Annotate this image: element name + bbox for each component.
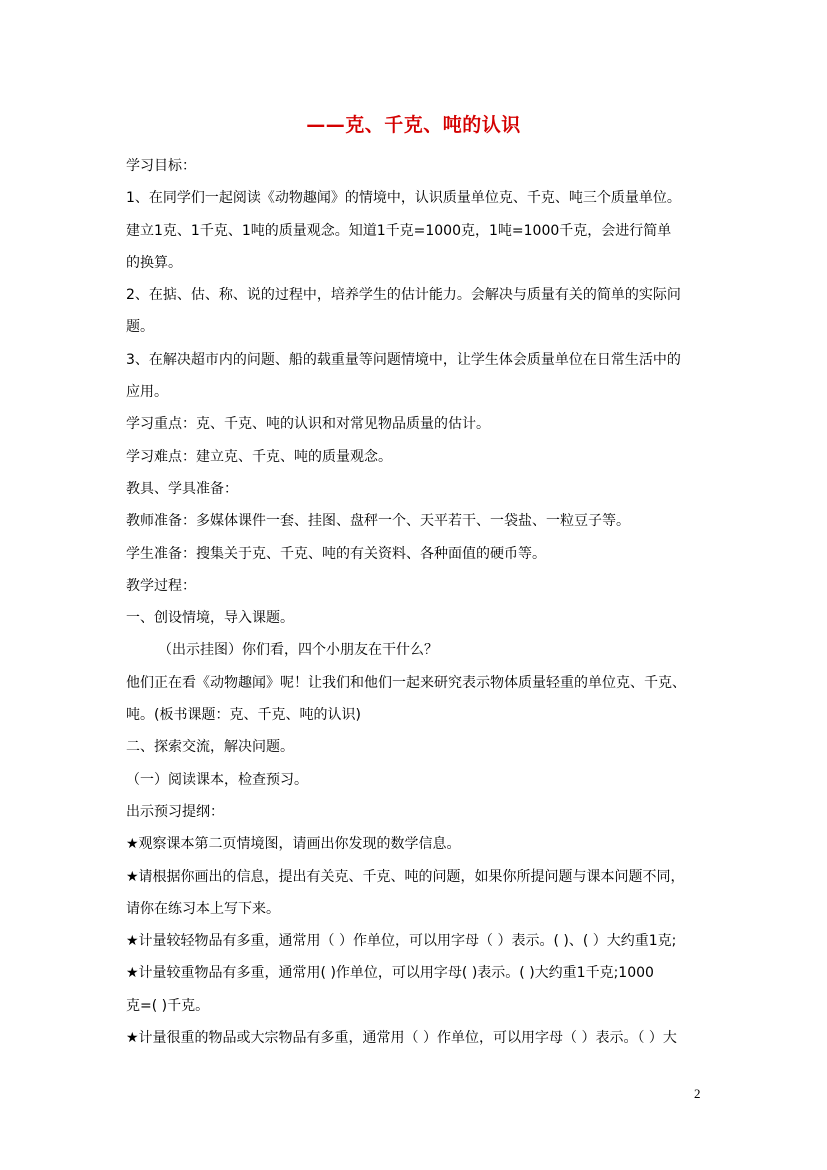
text-line: 二、探索交流，解决问题。 bbox=[126, 739, 294, 756]
text-line: 他们正在看《动物趣闻》呢！让我们和他们一起来研究表示物体质量轻重的单位克、千克、 bbox=[126, 674, 686, 691]
text-line: 的换算。 bbox=[126, 254, 182, 271]
text-line: 克=( )千克。 bbox=[126, 997, 210, 1014]
text-line: 教学过程： bbox=[126, 577, 196, 594]
text-line: 学生准备：搜集关于克、千克、吨的有关资料、各种面值的硬币等。 bbox=[126, 545, 546, 562]
document-body bbox=[126, 150, 706, 1054]
text-line: 学习目标： bbox=[126, 158, 196, 174]
text-line: ★请根据你画出的信息，提出有关克、千克、吨的问题，如果你所提问题与课本问题不同， bbox=[126, 868, 685, 885]
text-line: 教师准备：多媒体课件一套、挂图、盘秤一个、天平若干、一袋盐、一粒豆子等。 bbox=[126, 513, 630, 530]
text-line: ★观察课本第二页情境图，请画出你发现的数学信息。 bbox=[126, 836, 461, 853]
text-line: 题。 bbox=[126, 319, 154, 336]
text-line: ★计量很重的物品或大宗物品有多重，通常用（ ）作单位，可以用字母（ ）表示。（ ）大 bbox=[126, 1030, 677, 1047]
text-line: 吨。(板书课题：克、千克、吨的认识) bbox=[126, 707, 361, 724]
text-line: 建立1克、1千克、1吨的质量观念。知道1千克=1000克，1吨=1000千克，会进行简单 bbox=[126, 222, 672, 239]
page-number: 2 bbox=[694, 1086, 701, 1101]
text-line: 应用。 bbox=[126, 384, 168, 401]
text-line: 2、在掂、估、称、说的过程中，培养学生的估计能力。会解决与质量有关的简单的实际问 bbox=[126, 287, 681, 304]
text-line: 3、在解决超市内的问题、船的载重量等问题情境中，让学生体会质量单位在日常生活中的 bbox=[126, 351, 681, 368]
text-line: 出示预习提纲： bbox=[126, 803, 224, 820]
text-line: （一）阅读课本，检查预习。 bbox=[126, 771, 308, 788]
text-line: ★计量较轻物品有多重，通常用（ ）作单位，可以用字母（ ）表示。( )、( ）大约重1克; bbox=[126, 933, 677, 950]
text-line: 请你在练习本上写下来。 bbox=[126, 900, 280, 917]
document-title: ——克、千克、吨的认识 bbox=[306, 114, 521, 136]
text-line: ★计量较重物品有多重，通常用( )作单位，可以用字母( )表示。( )大约重1千克;1000 bbox=[126, 965, 654, 982]
text-line: 学习难点：建立克、千克、吨的质量观念。 bbox=[126, 448, 392, 465]
text-line: 一、创设情境，导入课题。 bbox=[126, 610, 294, 627]
text-line: （出示挂图）你们看，四个小朋友在干什么？ bbox=[158, 642, 438, 659]
text-line: 教具、学具准备： bbox=[126, 480, 238, 497]
text-line: 1、在同学们一起阅读《动物趣闻》的情境中，认识质量单位克、千克、吨三个质量单位。 bbox=[126, 190, 681, 207]
text-line: 学习重点：克、千克、吨的认识和对常见物品质量的估计。 bbox=[126, 416, 490, 433]
